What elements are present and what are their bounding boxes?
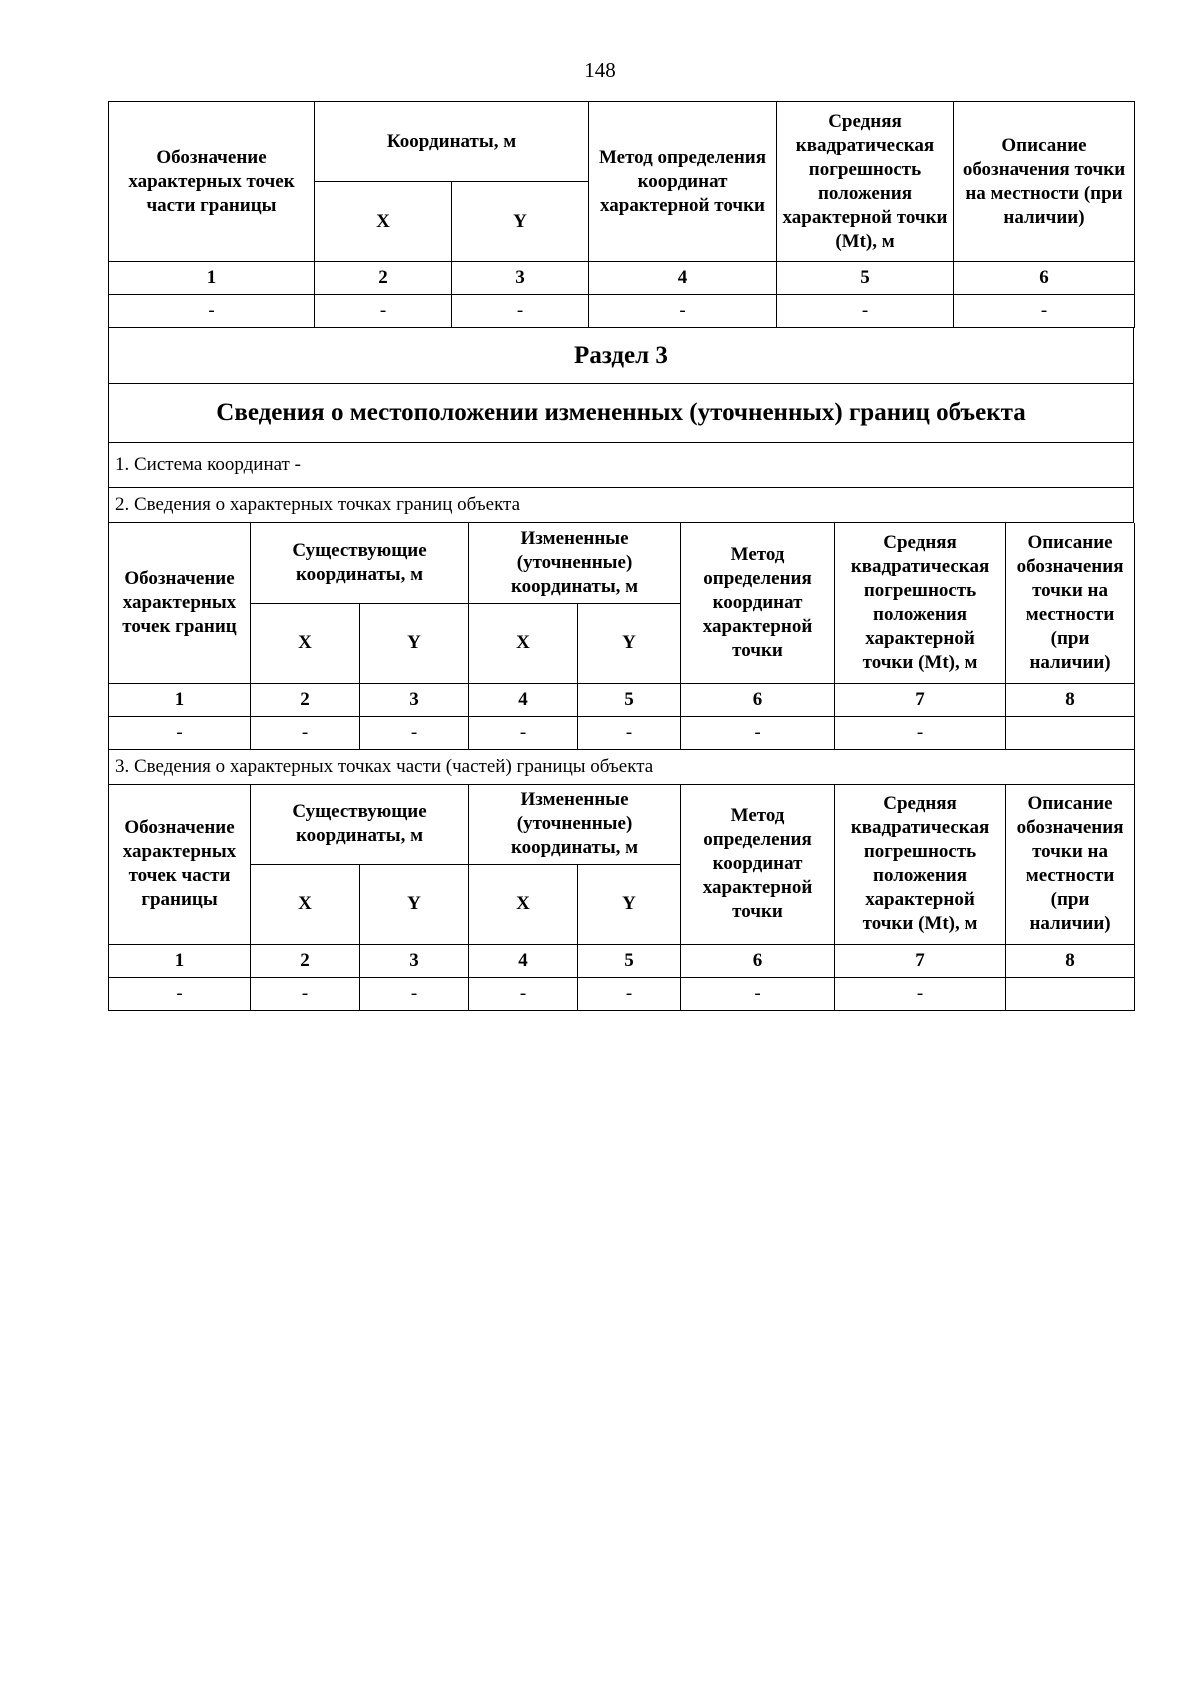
boundary-points-table	[108, 523, 1135, 1011]
section-subtitle: Сведения о местоположении измененных (уточненных) границ объекта	[109, 384, 1134, 443]
column-number: 4	[589, 262, 777, 295]
col-header-y: Y	[578, 603, 681, 683]
column-number: 7	[835, 683, 1006, 716]
column-numbers-row	[109, 944, 1135, 977]
table-cell: -	[835, 716, 1006, 749]
table-row	[109, 977, 1135, 1010]
column-number: 4	[469, 683, 578, 716]
coordinate-system-line: 1. Система координат -	[109, 443, 1134, 488]
col-header-y: Y	[578, 864, 681, 944]
section-block	[108, 328, 1134, 523]
column-numbers-row	[109, 683, 1135, 716]
column-number: 3	[360, 944, 469, 977]
table-cell: -	[452, 295, 589, 328]
table-cell	[1006, 977, 1135, 1010]
table-cell: -	[777, 295, 954, 328]
page-number: 148	[584, 58, 616, 82]
col-header-error: Средняя квадратическая погрешность положения характерной точки (Mt), м	[835, 523, 1006, 683]
column-number: 6	[681, 683, 835, 716]
table-cell	[1006, 716, 1135, 749]
col-header-point-designation: Обозначение характерных точек части границы	[109, 784, 251, 944]
col-header-existing-coordinates: Существующие координаты, м	[251, 523, 469, 603]
column-number: 2	[251, 683, 360, 716]
col-header-error: Средняя квадратическая погрешность положения характерной точки (Mt), м	[835, 784, 1006, 944]
column-number: 8	[1006, 944, 1135, 977]
column-number: 5	[578, 683, 681, 716]
column-numbers-row	[109, 262, 1135, 295]
col-header-method: Метод определения координат характерной точки	[681, 523, 835, 683]
table-cell: -	[109, 716, 251, 749]
column-number: 5	[578, 944, 681, 977]
table-cell: -	[469, 977, 578, 1010]
column-number: 2	[315, 262, 452, 295]
column-number: 4	[469, 944, 578, 977]
table-cell: -	[469, 716, 578, 749]
col-header-y: Y	[452, 182, 589, 262]
col-header-method: Метод определения координат характерной точки	[589, 102, 777, 262]
column-number: 5	[777, 262, 954, 295]
col-header-x: X	[469, 864, 578, 944]
col-header-coordinates: Координаты, м	[315, 102, 589, 182]
table-row	[109, 295, 1135, 328]
table-cell: -	[954, 295, 1135, 328]
col-header-changed-coordinates: Измененные (уточненные) координаты, м	[469, 523, 681, 603]
table-cell: -	[109, 295, 315, 328]
table-cell: -	[251, 716, 360, 749]
table-cell: -	[360, 977, 469, 1010]
document-body	[108, 101, 1134, 1011]
col-header-x: X	[315, 182, 452, 262]
col-header-method: Метод определения координат характерной точки	[681, 784, 835, 944]
col-header-x: X	[251, 603, 360, 683]
col-header-point-designation: Обозначение характерных точек границ	[109, 523, 251, 683]
col-header-y: Y	[360, 603, 469, 683]
column-number: 6	[681, 944, 835, 977]
col-header-description: Описание обозначения точки на местности (при наличии)	[954, 102, 1135, 262]
col-header-point-designation: Обозначение характерных точек части границы	[109, 102, 315, 262]
col-header-x: X	[469, 603, 578, 683]
column-number: 6	[954, 262, 1135, 295]
col-header-description: Описание обозначения точки на местности (при наличии)	[1006, 784, 1135, 944]
column-number: 1	[109, 262, 315, 295]
table-cell: -	[681, 716, 835, 749]
column-number: 3	[360, 683, 469, 716]
column-number: 1	[109, 683, 251, 716]
col-header-existing-coordinates: Существующие координаты, м	[251, 784, 469, 864]
table-cell: -	[251, 977, 360, 1010]
col-header-y: Y	[360, 864, 469, 944]
table-cell: -	[681, 977, 835, 1010]
table-cell: -	[589, 295, 777, 328]
table-row	[109, 716, 1135, 749]
column-number: 8	[1006, 683, 1135, 716]
col-header-x: X	[251, 864, 360, 944]
col-header-changed-coordinates: Измененные (уточненные) координаты, м	[469, 784, 681, 864]
table-cell: -	[578, 716, 681, 749]
table-cell: -	[835, 977, 1006, 1010]
col-header-description: Описание обозначения точки на местности (при наличии)	[1006, 523, 1135, 683]
column-number: 1	[109, 944, 251, 977]
column-number: 3	[452, 262, 589, 295]
table-cell: -	[578, 977, 681, 1010]
table-cell: -	[109, 977, 251, 1010]
col-header-error: Средняя квадратическая погрешность положения характерной точки (Mt), м	[777, 102, 954, 262]
column-number: 7	[835, 944, 1006, 977]
column-number: 2	[251, 944, 360, 977]
part-boundary-points-table	[108, 101, 1135, 328]
parts-heading: 3. Сведения о характерных точках части (частей) границы объекта	[109, 749, 1135, 784]
section-title: Раздел 3	[109, 328, 1134, 384]
points-heading: 2. Сведения о характерных точках границ объекта	[109, 488, 1134, 523]
table-cell: -	[315, 295, 452, 328]
table-cell: -	[360, 716, 469, 749]
